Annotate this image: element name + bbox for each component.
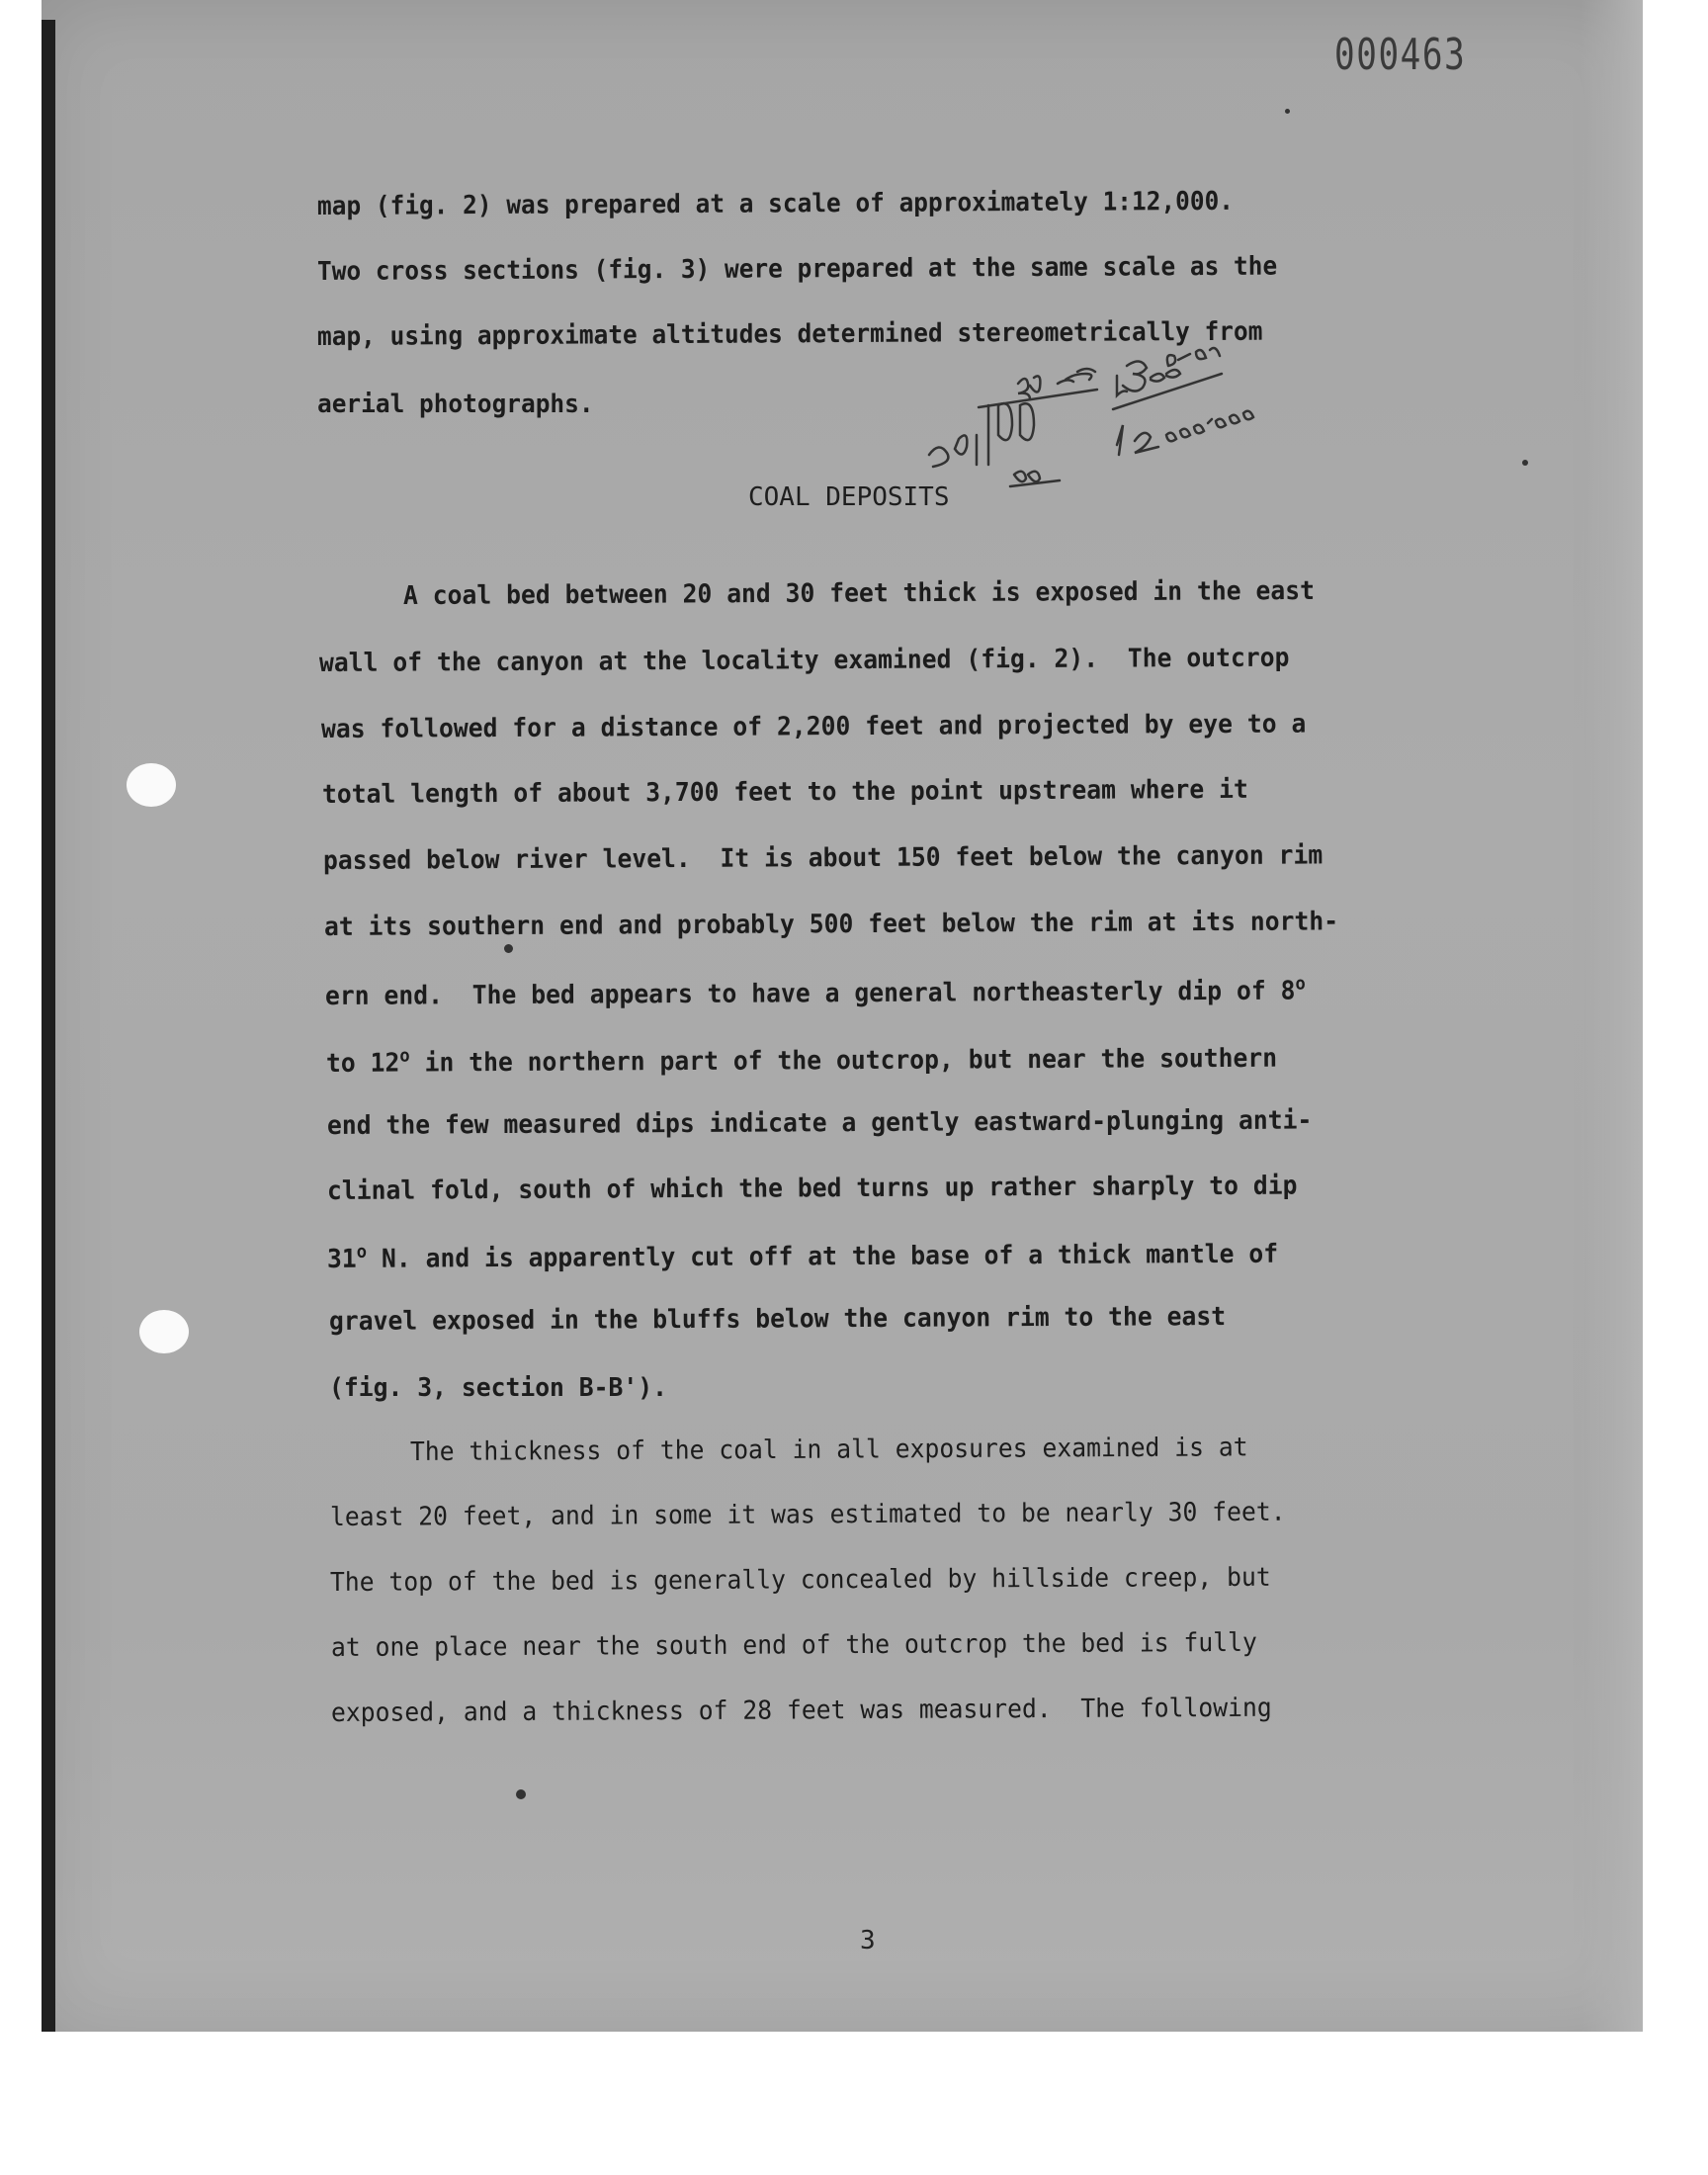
paragraph-1-line: at its southern end and probably 500 feet below the rim at its north- <box>323 907 1339 942</box>
paragraph-2-line: least 20 feet, and in some it was estimated to be nearly 30 feet. <box>329 1497 1286 1532</box>
degree-symbol: o <box>1295 973 1306 995</box>
degree-symbol: o <box>356 1241 368 1262</box>
line-text: to 12 <box>325 1048 400 1079</box>
punch-hole-upper <box>127 763 176 807</box>
paragraph-2-line: The thickness of the coal in all exposures examined is at <box>409 1433 1248 1467</box>
paragraph-1-line: (fig. 3, section B-B'). <box>329 1373 668 1403</box>
handwritten-calculation <box>919 336 1394 494</box>
page-left-edge <box>42 20 55 2032</box>
scan-speck <box>504 944 513 953</box>
line-text: 31 <box>326 1244 357 1274</box>
document-number: 000463 <box>1334 30 1467 80</box>
intro-line: map, using approximate altitudes determined stereometrically from <box>316 316 1263 352</box>
paragraph-1-line <box>324 973 1306 1011</box>
paragraph-2-line: exposed, and a thickness of 28 feet was measured. The following <box>330 1693 1272 1728</box>
degree-symbol: o <box>399 1045 410 1067</box>
paragraph-1-line: A coal bed between 20 and 30 feet thick is exposed in the east <box>402 575 1316 611</box>
paragraph-1-line <box>326 1043 1277 1077</box>
paragraph-1-line: end the few measured dips indicate a gently eastward-plunging anti- <box>326 1105 1313 1141</box>
page-number: 3 <box>860 1926 876 1956</box>
scan-speck <box>1285 109 1290 114</box>
paragraph-1-line: gravel exposed in the bluffs below the canyon rim to the east <box>328 1302 1227 1337</box>
paragraph-1-line: clinal fold, south of which the bed turns up rather sharply to dip <box>326 1171 1298 1206</box>
paragraph-1-line <box>327 1239 1278 1272</box>
line-text: in the northern part of the outcrop, but near the southern <box>409 1043 1278 1079</box>
scan-speck <box>516 1789 526 1799</box>
line-text: ern end. The bed appears to have a general northeasterly dip of 8 <box>324 976 1296 1011</box>
paragraph-2-line: at one place near the south end of the outcrop the bed is fully <box>330 1627 1257 1663</box>
paragraph-1-line: wall of the canyon at the locality examined (fig. 2). The outcrop <box>318 643 1290 678</box>
intro-line: map (fig. 2) was prepared at a scale of approximately 1:12,000. <box>316 186 1235 221</box>
paragraph-1-line: passed below river level. It is about 150 feet below the canyon rim <box>322 840 1324 876</box>
intro-line: aerial photographs. <box>317 390 594 419</box>
paragraph-1-line: was followed for a distance of 2,200 feet and projected by eye to a <box>320 709 1307 744</box>
page-right-edge <box>1581 0 1643 2032</box>
intro-line: Two cross sections (fig. 3) were prepared at the same scale as the <box>316 251 1278 287</box>
document-page <box>42 0 1643 2032</box>
section-heading: COAL DEPOSITS <box>748 482 950 512</box>
paragraph-2-line: The top of the bed is generally concealed by hillside creep, but <box>329 1562 1271 1598</box>
punch-hole-lower <box>139 1310 189 1353</box>
paragraph-1-line: total length of about 3,700 feet to the point upstream where it <box>321 774 1248 810</box>
line-text: N. and is apparently cut off at the base of a thick mantle of <box>366 1239 1279 1274</box>
scan-speck <box>1522 460 1528 466</box>
